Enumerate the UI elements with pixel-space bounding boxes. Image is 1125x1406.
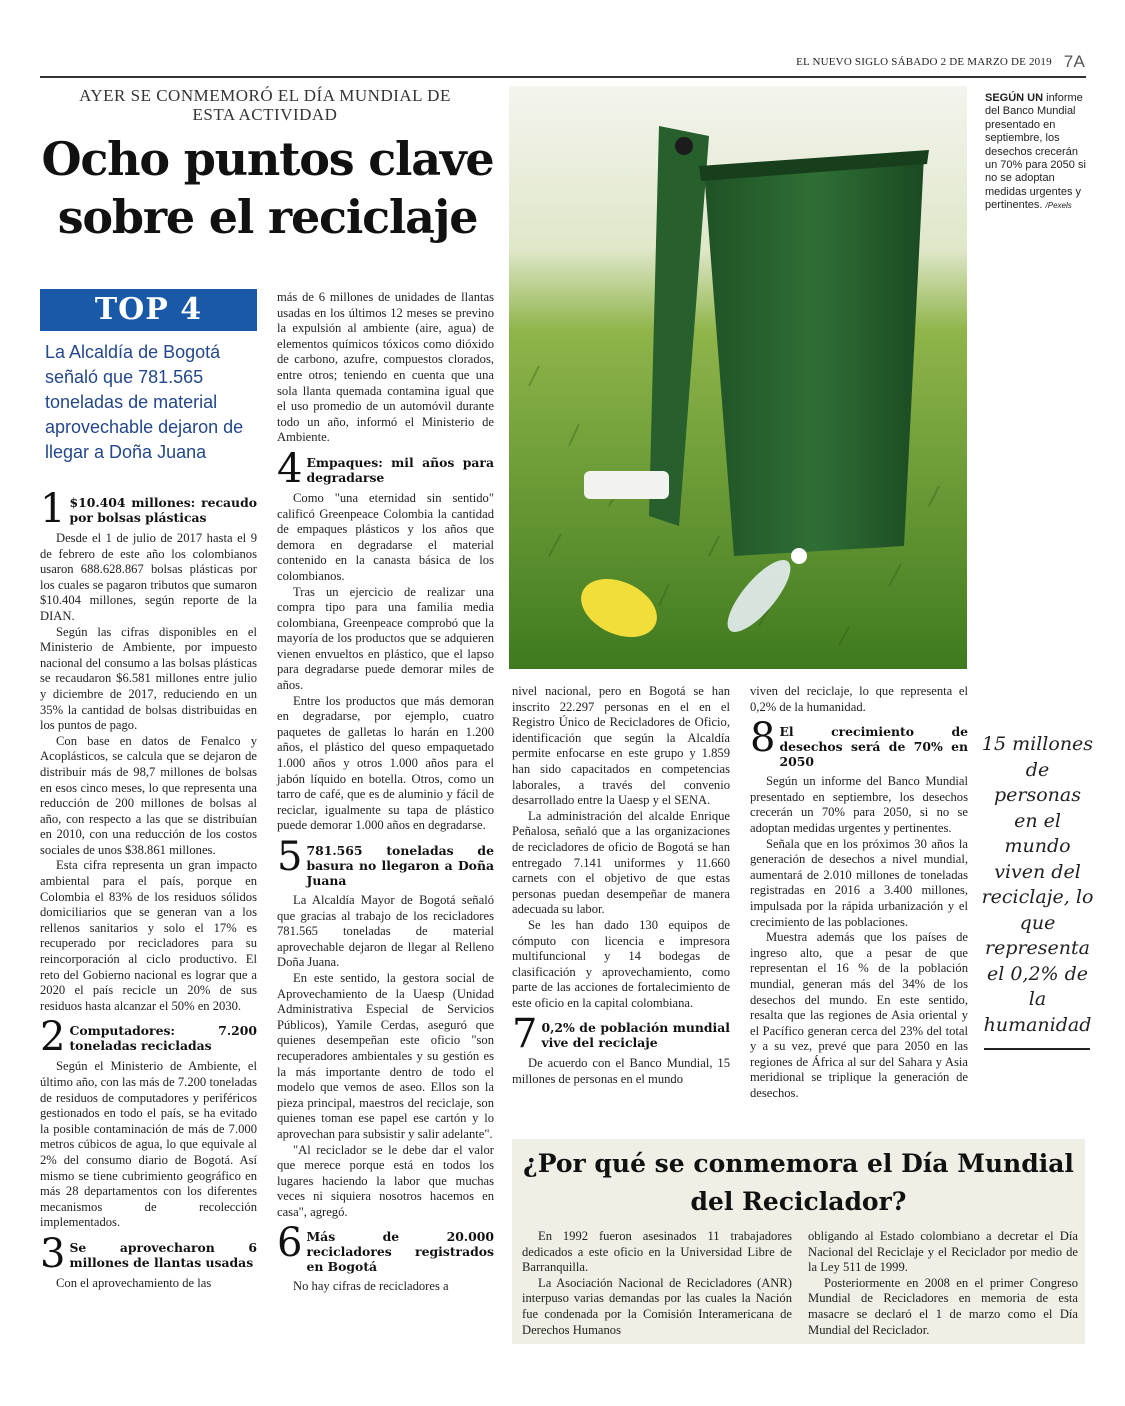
section-7-heading: [512, 1011, 730, 1058]
paragraph: Muestra además que los países de ingreso alto, que a pesar de que representan el 16 % de la población mundial, generan más del 34% de los desechos del mundo. En este sentido, resalta que las regiones de Asia oriental y el Pacífico generan cerca del 23% del total y a su vez, prevé que para 2050 en las regiones de África al sur del Sahara y Asia meridional se triplique la generación de desechos.: [750, 930, 968, 1101]
paragraph: Según un informe del Banco Mundial presentado en septiembre, los desechos crecerán un 70% para 2050, si no se adoptan medidas urgentes y pertinentes.: [750, 774, 968, 835]
paragraph: Desde el 1 de julio de 2017 hasta el 9 de febrero de este año los colombianos usaron 688.628.867 bolsas plásticas por los cuales se pagaron tributos que sumaron $10.404 millones, según reporte de la DIAN.: [40, 531, 257, 623]
box-title: ¿Por qué se conmemora el Día Mundial del Reciclador?: [523, 1149, 1074, 1216]
section-5-heading: [277, 834, 494, 888]
paragraph: Como "una eternidad sin sentido" calificó Greenpeace Colombia la cantidad de empaques plásticos y los años que demora en degradarse el material contenido en la canasta básica de los colombianos.: [277, 490, 494, 583]
photo-credit: /Pexels: [1045, 201, 1072, 211]
caption-text: informe del Banco Mundial presentado en septiembre, los desechos crecerán un 70% para 2050 si no se adoptan medidas urgentes y pertinentes.: [985, 92, 1086, 212]
top4-banner: TOP 4: [40, 289, 257, 331]
paragraph: En este sentido, la gestora social de Aprovechamiento de la Uaesp (Unidad Administrativa Especial de Servicios Públicos), Yamile Cerdas, aseguró que quienes desempeñan este oficio "son recuperadores ambientales y su gestión es la más importante dentro de todo el modelo que vemos de aseo. Ellos son la pieza principal, maestros del reciclaje, son quienes toman ese papel ese cartón y lo aprovechan para subsistir y salir adelante".: [277, 970, 494, 1141]
kicker: AYER SE CONMEMORÓ EL DÍA MUNDIAL DE ESTA ACTIVIDAD: [79, 86, 451, 124]
section-number: 8: [750, 715, 776, 762]
section-title: Más de 20.000 recicladores registrados en Bogotá: [306, 1229, 494, 1275]
page-number: 7A: [1063, 52, 1085, 71]
paragraph: "Al reciclador se le debe dar el valor que merece porque está en todos los lugares haciendo la labor que muchas veces ni siquiera nosotros hacemos en casa", agregó.: [277, 1142, 494, 1219]
paragraph: Entre los productos que más demoran en degradarse, por ejemplo, cuatro paquetes de galletas lo harán en 1.200 años, el plástico del queso empaquetado 1.000 años y otros 1.000 años para el jabón líquido en botella. Otros, como un tarro de café, que es de aluminio y fácil de reciclar, igualmente su tapa de plástico puede demorar 1.000 años en degradarse.: [277, 693, 494, 833]
section-3-heading: [40, 1230, 257, 1277]
section-title: 0,2% de población mundial vive del reciclaje: [541, 1020, 730, 1051]
paragraph: más de 6 millones de unidades de llantas usadas en los últimos 12 meses se previno la expulsión al ambiente (aire, agua) de elementos químicos tóxicos como dióxido de carbono, azufre, compuestos clorados, entre otros; teniendo en cuenta que una sola llanta quemada contamina igual que el uso promedio de un automóvil durante todo un año, informó el Ministerio de Ambiente.: [277, 290, 494, 445]
paragraph: Según el Ministerio de Ambiente, el último año, con las más de 7.200 toneladas de residuos de computadores y periféricos gestionados en todo el país, se ha evitado la posible contaminación de más de 7.000 metros cúbicos de agua, lo que equivale al 2% del consumo diario de Bogotá. Así mismo se tiene cubrimiento geográfico en más 28 departamentos con los diferentes mecanismos de recolección implementados.: [40, 1059, 257, 1230]
paragraph: Con base en datos de Fenalco y Acoplásticos, se calcula que se dejaron de distribuir más de 98,7 millones de bolsas en esos cinco meses, lo que representa una reducción de 200 millones de bolsas al año, con respecto a las que se distribuían en 2010, con una reducción de los costos sociales de unos $38.861 millones.: [40, 733, 257, 857]
section-title: Computadores: 7.200 toneladas recicladas: [69, 1023, 257, 1054]
recycling-bin-photo: [509, 86, 967, 669]
section-number: 3: [40, 1230, 66, 1277]
column-2: [277, 290, 494, 1295]
section-number: 6: [277, 1220, 303, 1267]
section-number: 4: [277, 445, 303, 492]
paragraph: obligando al Estado colombiano a decretar el Día Nacional del Reciclaje y el Reciclador por medio de la Ley 511 de 1999.: [808, 1229, 1078, 1275]
masthead: EL NUEVO SIGLO SÁBADO 2 DE MARZO DE 2019: [796, 56, 1052, 68]
paragraph: Señala que en los próximos 30 años la generación de desechos a nivel mundial, aumentará de 2.010 millones de toneladas registradas en 2016 a 3.400 millones, impulsada por la rápida urbanización y el crecimiento de las poblaciones.: [750, 836, 968, 929]
paragraph: Posteriormente en 2008 en el primer Congreso Mundial de Recicladores en memoria de esta masacre se declaró el 1 de marzo como el Día Mundial del Reciclador.: [808, 1275, 1078, 1337]
headline: Ocho puntos clave sobre el reciclaje: [41, 132, 494, 244]
column-4: [750, 684, 968, 1102]
paragraph: Se les han dado 130 equipos de cómputo con licencia e impresora multifuncional y 14 bodegas de clasificación y aprovechamiento, como parte de las acciones de fortalecimiento de este oficio en la capital colombiana.: [512, 917, 730, 1010]
box-column-1: [522, 1229, 792, 1338]
paragraph: En 1992 fueron asesinados 11 trabajadores dedicados a este oficio en la Universidad Libre de Barranquilla.: [522, 1229, 792, 1275]
header-rule: [40, 76, 1086, 78]
photo-caption: [985, 92, 1087, 213]
section-title: Se aprovecharon 6 millones de llantas usadas: [69, 1239, 257, 1270]
paragraph: Esta cifra representa un gran impacto ambiental para el país, porque en Colombia el 83% de los residuos sólidos domiciliarios que se generan van a los rellenos sanitarios y solo el 17% es recuperado por recicladores para su reincorporación al ciclo productivo. El reto del Gobierno nacional es lograr que a 2020 el país recicle un 20% de sus residuos hasta alcanzar el 50% en 2030.: [40, 858, 257, 1013]
page-header: [796, 52, 1085, 72]
column-1: [40, 486, 257, 1292]
section-number: 5: [277, 834, 303, 880]
sidebar-box: [512, 1139, 1085, 1344]
section-title: $10.404 millones: recaudo por bolsas plásticas: [69, 495, 257, 525]
section-title: El crecimiento de desechos será de 70% en 2050: [779, 724, 968, 770]
section-number: 2: [40, 1014, 66, 1061]
paragraph: No hay cifras de recicladores a: [293, 1279, 449, 1294]
pull-quote-rule: [984, 1048, 1090, 1050]
section-title: 781.565 toneladas de basura no llegaron a Doña Juana: [306, 843, 494, 888]
section-1-heading: [40, 486, 257, 532]
section-2-heading: [40, 1014, 257, 1061]
section-number: 1: [40, 486, 66, 532]
paragraph: Tras un ejercicio de realizar una compra tipo para una familia media colombiana, Greenpeace comprobó que la mayoría de los productos que se adquieren vienen envueltos en plástico, que el lapso para degradarse puede demorar miles de años.: [277, 584, 494, 693]
pull-quote: 15 millones de personas en el mundo viven del reciclaje, lo que representa el 0,2% de la humanidad: [981, 733, 1094, 1036]
section-8-heading: [750, 715, 968, 770]
paragraph: Con el aprovechamiento de las: [56, 1275, 212, 1290]
section-title: Empaques: mil años para degradarse: [306, 454, 494, 485]
caption-lead: SEGÚN UN: [985, 92, 1044, 104]
section-6-heading: [277, 1220, 494, 1275]
paragraph: nivel nacional, pero en Bogotá se han inscrito 22.297 personas en el en el Registro Único de Recicladores de Oficio, identificación que según la Alcaldía permite enfocarse en este grupo y 1.859 han sido capacitados en competencias laborales, a través del convenio desarrollado entre la Uaesp y el SENA.: [512, 684, 730, 808]
section-4-heading: [277, 445, 494, 492]
paragraph: La Asociación Nacional de Recicladores (ANR) interpuso varias demandas por las cuales la Nación fue condenada por la Comisión Interamericana de Derechos Humanos: [522, 1275, 792, 1337]
column-3: [512, 684, 730, 1088]
paragraph: De acuerdo con el Banco Mundial, 15 millones de personas en el mundo: [512, 1056, 730, 1087]
paragraph: Según las cifras disponibles en el Ministerio de Ambiente, por impuesto nacional del consumo a las bolsas plásticas se recaudaron $6.581 millones entre julio y diciembre de 2017, reduciendo en un 35% la cantidad de bolsas distribuidas en los puntos de pago.: [40, 624, 257, 733]
box-column-2: [808, 1229, 1078, 1338]
paragraph: La administración del alcalde Enrique Peñalosa, señaló que a las organizaciones de recicladores de oficio de Bogotá se han entregado 7.141 uniformes y 11.660 carnets con el objetivo de que estas personas puedan desempeñar de manera adecuada su labor.: [512, 808, 730, 917]
lead-text: La Alcaldía de Bogotá señaló que 781.565 toneladas de material aprovechable dejaron de llegar a Doña Juana: [45, 342, 244, 462]
paragraph: La Alcaldía Mayor de Bogotá señaló que gracias al trabajo de los recicladores 781.565 toneladas de material aprovechable dejaron de llegar al Relleno Doña Juana.: [277, 893, 494, 970]
paragraph: viven del reciclaje, lo que representa el 0,2% de la humanidad.: [750, 684, 968, 714]
section-number: 7: [512, 1011, 538, 1058]
